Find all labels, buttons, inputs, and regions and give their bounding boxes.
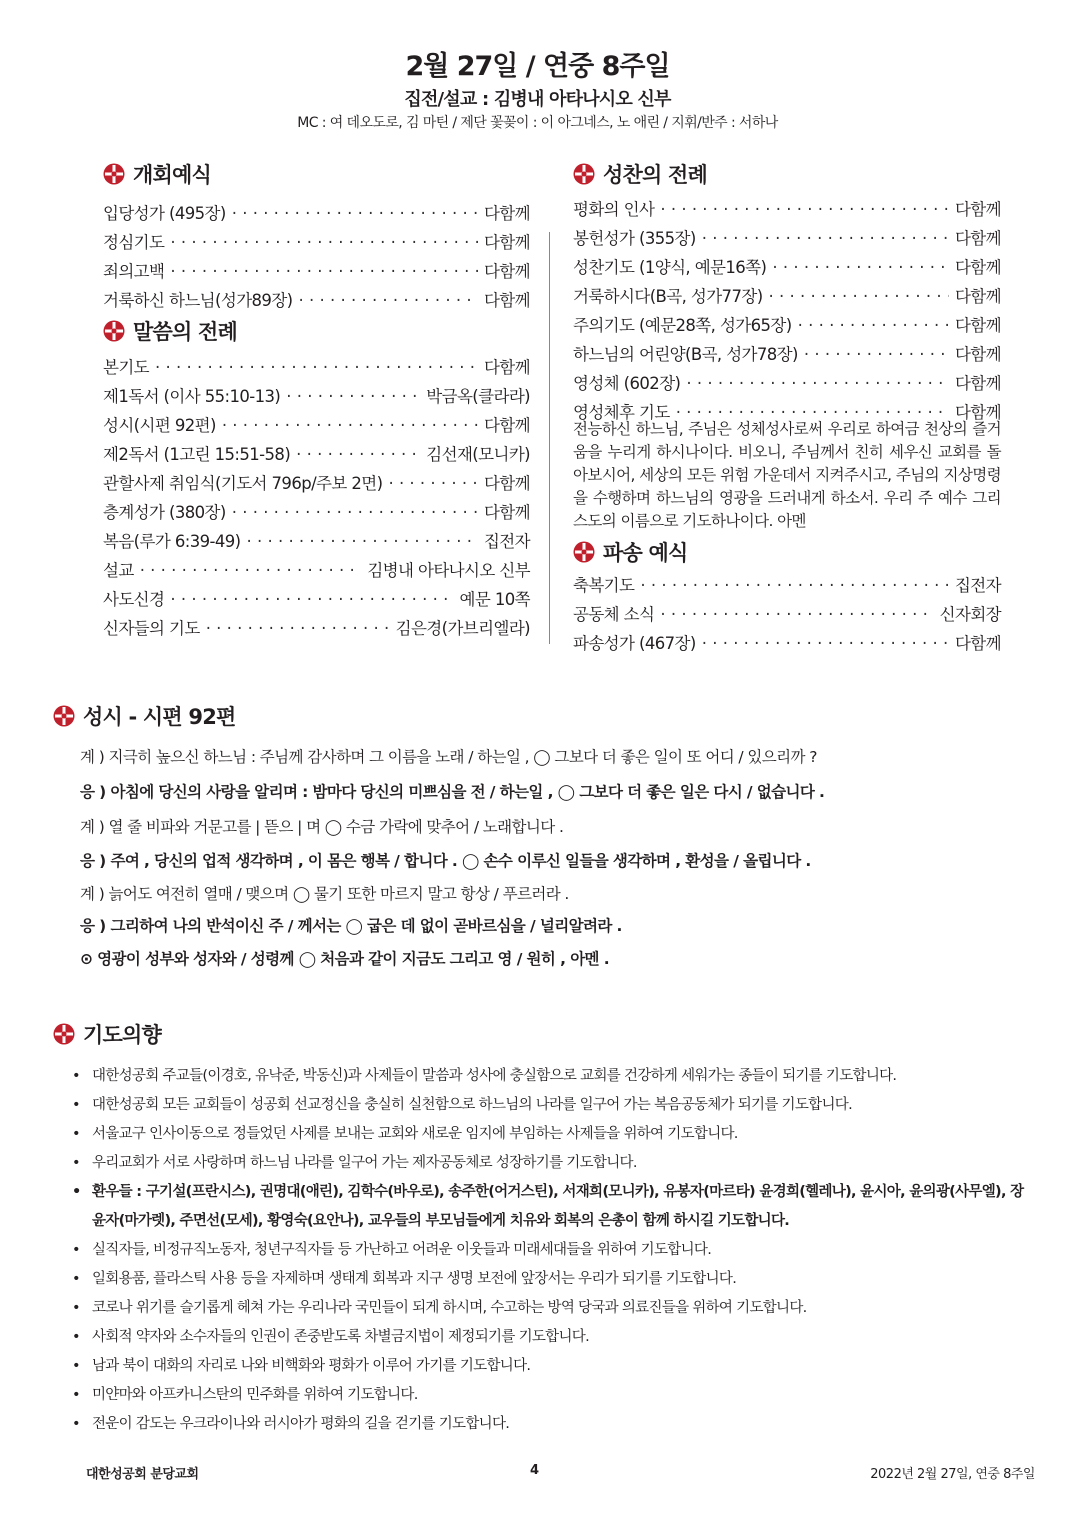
order-row xyxy=(103,615,530,644)
word-list xyxy=(103,354,530,644)
order-label: 거룩하시다(B곡, 성가77장) xyxy=(573,287,763,306)
dot-leader xyxy=(702,229,949,248)
order-value: 다함께 xyxy=(483,503,530,522)
order-value: 다함께 xyxy=(954,374,1001,393)
psalm-line: 응 ) 아침에 당신의 사랑을 알리며 : 밤마다 당신의 미쁘심을 전 / 하는일 , ◯ 그보다 더 좋은 일은 다시 / 없습니다 . xyxy=(80,783,825,801)
column-divider xyxy=(549,232,550,644)
order-row xyxy=(573,572,1001,601)
psalm-line: 계 ) 열 줄 비파와 거문고를 | 뜯으 | 며 ◯ 수금 가락에 맞추어 / 노래합니다 . xyxy=(80,818,564,836)
psalm-title: 성시 - 시편 92편 xyxy=(83,705,236,729)
order-row xyxy=(103,557,530,586)
cross-icon xyxy=(573,541,595,563)
order-row xyxy=(103,528,530,557)
intention-item: • 코로나 위기를 슬기롭게 헤쳐 가는 우리나라 국민들이 되게 하시며, 수고하는 방역 당국과 의료진들을 위하여 기도합니다. xyxy=(70,1294,1030,1323)
order-row xyxy=(573,601,1001,630)
order-label: 주의기도 (예문28쪽, 성가65장) xyxy=(573,316,792,335)
order-value: 다함께 xyxy=(954,258,1001,277)
order-label: 평화의 인사 xyxy=(573,200,655,219)
order-value: 신자회장 xyxy=(939,605,1001,624)
eucharist-heading xyxy=(573,160,1001,188)
dot-leader xyxy=(246,532,477,551)
order-value: 김병내 아타나시오 신부 xyxy=(367,561,530,580)
order-row xyxy=(573,370,1001,399)
post-communion-prayer: 전능하신 하느님, 주님은 성체성사로써 우리로 하여금 천상의 즐거움을 누리게 하시나이다. 비오니, 주님께서 친히 세우신 교회를 돌아보시어, 세상의 모든 위험 가운데서 지켜주시고, 주님의 지상명령을 수행하며 하느님의 영광을 드러내게 하소서. 우리 주 예수 그리스도의 이름으로 기도하나이다. 아멘 xyxy=(573,420,1001,530)
psalm-line: ⊙ 영광이 성부와 성자와 / 성령께 ◯ 처음과 같이 지금도 그리고 영 / 원히 , 아멘 . xyxy=(80,950,610,968)
dot-leader xyxy=(660,200,949,219)
psalm-line: 계 ) 지극히 높으신 하느님 : 주님께 감사하며 그 이름을 노래 / 하는일 , ◯ 그보다 더 좋은 일이 또 어디 / 있으리까 ? xyxy=(80,748,817,766)
order-label: 사도신경 xyxy=(103,590,165,609)
order-label: 본기도 xyxy=(103,358,150,377)
order-row xyxy=(103,229,530,258)
order-label: 제2독서 (1고린 15:51-58) xyxy=(103,445,291,464)
order-label: 거룩하신 하느님(성가89장) xyxy=(103,291,293,310)
dot-leader xyxy=(640,576,949,595)
page-number: 4 xyxy=(530,1463,539,1478)
order-label: 죄의고백 xyxy=(103,262,165,281)
dot-leader xyxy=(170,233,478,252)
page-title: 2월 27일 / 연중 8주일 xyxy=(405,51,670,82)
order-value: 다함께 xyxy=(483,416,530,435)
order-value: 다함께 xyxy=(954,316,1001,335)
order-row xyxy=(103,200,530,229)
psalm-line: 응 ) 주여 , 당신의 업적 생각하며 , 이 몸은 행복 / 합니다 . ◯ 손수 이루신 일들을 생각하며 , 환성을 / 올립니다 . xyxy=(80,852,811,870)
dot-leader xyxy=(296,445,420,464)
order-value: 다함께 xyxy=(483,474,530,493)
order-label: 영성체 (602장) xyxy=(573,374,681,393)
order-value: 다함께 xyxy=(483,204,530,223)
order-value: 다함께 xyxy=(954,634,1001,653)
dot-leader xyxy=(388,474,478,493)
opening-heading xyxy=(103,160,530,188)
order-label: 성시(시편 92편) xyxy=(103,416,216,435)
order-value: 김은경(가브리엘라) xyxy=(395,619,530,638)
dot-leader xyxy=(140,561,362,580)
roles-line: MC : 여 데오도로, 김 마틴 / 제단 꽃꽂이 : 이 아그네스, 노 애린 / 지휘/반주 : 서하나 xyxy=(297,115,778,131)
order-row xyxy=(103,441,530,470)
opening-list xyxy=(103,200,530,316)
order-row xyxy=(573,283,1001,312)
order-label: 복음(루가 6:39-49) xyxy=(103,532,241,551)
order-row xyxy=(573,196,1001,225)
order-row xyxy=(573,341,1001,370)
order-row xyxy=(103,287,530,316)
order-label: 층계성가 (380장) xyxy=(103,503,226,522)
order-value: 다함께 xyxy=(954,345,1001,364)
order-label: 축복기도 xyxy=(573,576,635,595)
order-value: 다함께 xyxy=(954,287,1001,306)
intention-item: • 남과 북이 대화의 자리로 나와 비핵화와 평화가 이루어 가기를 기도합니다. xyxy=(70,1352,1030,1381)
order-label: 정심기도 xyxy=(103,233,165,252)
order-value: 다함께 xyxy=(483,233,530,252)
psalm-line: 응 ) 그리하여 나의 반석이신 주 / 께서는 ◯ 굽은 데 없이 곧바르심을 / 널리알려라 . xyxy=(80,917,622,935)
cross-icon xyxy=(573,163,595,185)
intentions-list xyxy=(70,1062,1030,1439)
order-row xyxy=(573,630,1001,659)
order-value: 다함께 xyxy=(483,358,530,377)
dot-leader xyxy=(232,503,478,522)
order-label: 제1독서 (이사 55:10-13) xyxy=(103,387,281,406)
order-label: 신자들의 기도 xyxy=(103,619,200,638)
dot-leader xyxy=(702,634,949,653)
intention-item: • 일회용품, 플라스틱 사용 등을 자제하며 생태계 회복과 지구 생명 보전에 앞장서는 우리가 되기를 기도합니다. xyxy=(70,1265,1030,1294)
intention-item: • 전운이 감도는 우크라이나와 러시아가 평화의 길을 걷기를 기도합니다. xyxy=(70,1410,1030,1439)
order-row xyxy=(103,354,530,383)
footer-church: 대한성공회 분당교회 xyxy=(86,1467,199,1482)
order-value: 집전자 xyxy=(954,576,1001,595)
order-row xyxy=(573,254,1001,283)
dot-leader xyxy=(170,590,453,609)
intentions-title: 기도의향 xyxy=(83,1023,161,1047)
footer-date: 2022년 2월 27일, 연중 8주일 xyxy=(870,1467,1035,1482)
dot-leader xyxy=(206,619,390,638)
order-row xyxy=(103,258,530,287)
order-value: 집전자 xyxy=(483,532,530,551)
order-row xyxy=(573,225,1001,254)
word-title: 말씀의 전례 xyxy=(133,320,237,344)
order-value: 다함께 xyxy=(954,403,1001,422)
intention-item: • 환우들 : 구기설(프란시스), 권명대(애린), 김학수(바우로), 송주한(어거스틴), 서재희(모니카), 유봉자(마르타) 윤경희(헬레나), 윤시아, 윤의광(사무엘), 장윤자(마가렛), 주면선(모세), 황영숙(요안나), 교우들의 부모님들에게 치유와 회복의 은총이 함께 하시길 기도합니다. xyxy=(70,1178,1030,1236)
order-label: 성찬기도 (1양식, 예문16쪽) xyxy=(573,258,767,277)
order-label: 하느님의 어린양(B곡, 성가78장) xyxy=(573,345,798,364)
order-label: 봉헌성가 (355장) xyxy=(573,229,696,248)
dismissal-title: 파송 예식 xyxy=(603,541,688,565)
dot-leader xyxy=(286,387,420,406)
order-label: 관할사제 취임식(기도서 796p/주보 2면) xyxy=(103,474,383,493)
dot-leader xyxy=(686,374,949,393)
opening-title: 개회예식 xyxy=(133,163,211,187)
order-label: 영성체후 기도 xyxy=(573,403,670,422)
dot-leader xyxy=(660,605,933,624)
order-value: 예문 10쪽 xyxy=(459,590,530,609)
dot-leader xyxy=(804,345,949,364)
order-value: 다함께 xyxy=(483,291,530,310)
word-section xyxy=(103,317,530,644)
psalm-heading xyxy=(53,702,236,730)
order-value: 다함께 xyxy=(954,229,1001,248)
dot-leader xyxy=(222,416,478,435)
dot-leader xyxy=(769,287,949,306)
eucharist-title: 성찬의 전례 xyxy=(603,163,707,187)
intention-item: • 사회적 약자와 소수자들의 인권이 존중받도록 차별금지법이 제정되기를 기도합니다. xyxy=(70,1323,1030,1352)
dot-leader xyxy=(299,291,478,310)
eucharist-list xyxy=(573,196,1001,428)
eucharist-section xyxy=(573,160,1001,428)
intention-item: • 실직자들, 비정규직노동자, 청년구직자들 등 가난하고 어려운 이웃들과 미래세대들을 위하여 기도합니다. xyxy=(70,1236,1030,1265)
dismissal-heading xyxy=(573,538,1001,566)
dot-leader xyxy=(232,204,478,223)
dot-leader xyxy=(170,262,478,281)
order-value: 다함께 xyxy=(954,200,1001,219)
order-row xyxy=(103,383,530,412)
order-label: 입당성가 (495장) xyxy=(103,204,226,223)
order-value: 다함께 xyxy=(483,262,530,281)
intention-item: • 우리교회가 서로 사랑하며 하느님 나라를 일구어 가는 제자공동체로 성장하기를 기도합니다. xyxy=(70,1149,1030,1178)
intention-item: • 대한성공회 주교들(이경호, 유낙준, 박동신)과 사제들이 말씀과 성사에 충실함으로 교회를 건강하게 세워가는 종들이 되기를 기도합니다. xyxy=(70,1062,1030,1091)
opening-section xyxy=(103,160,530,316)
cross-icon xyxy=(103,163,125,185)
word-heading xyxy=(103,317,530,345)
dismissal-section xyxy=(573,538,1001,659)
dismissal-list xyxy=(573,572,1001,659)
order-label: 공동체 소식 xyxy=(573,605,655,624)
dot-leader xyxy=(155,358,478,377)
order-row xyxy=(103,470,530,499)
order-label: 설교 xyxy=(103,561,134,580)
order-row xyxy=(103,412,530,441)
order-row xyxy=(103,586,530,615)
dot-leader xyxy=(798,316,949,335)
intention-item: • 서울교구 인사이동으로 정들었던 사제를 보내는 교회와 새로운 임지에 부임하는 사제들을 위하여 기도합니다. xyxy=(70,1120,1030,1149)
cross-icon xyxy=(53,705,75,727)
cross-icon xyxy=(53,1023,75,1045)
order-value: 김선재(모니카) xyxy=(426,445,530,464)
order-value: 박금옥(클라라) xyxy=(426,387,530,406)
order-label: 파송성가 (467장) xyxy=(573,634,696,653)
order-row xyxy=(573,312,1001,341)
intentions-heading xyxy=(53,1020,161,1048)
celebrant-line: 집전/설교 : 김병내 아타나시오 신부 xyxy=(404,89,671,110)
order-row xyxy=(103,499,530,528)
dot-leader xyxy=(772,258,949,277)
psalm-line: 계 ) 늙어도 여전히 열매 / 맺으며 ◯ 물기 또한 마르지 말고 항상 / 푸르러라 . xyxy=(80,885,569,903)
intention-item: • 미얀마와 아프카니스탄의 민주화를 위하여 기도합니다. xyxy=(70,1381,1030,1410)
cross-icon xyxy=(103,320,125,342)
intention-item: • 대한성공회 모든 교회들이 성공회 선교정신을 충실히 실천함으로 하느님의 나라를 일구어 가는 복음공동체가 되기를 기도합니다. xyxy=(70,1091,1030,1120)
